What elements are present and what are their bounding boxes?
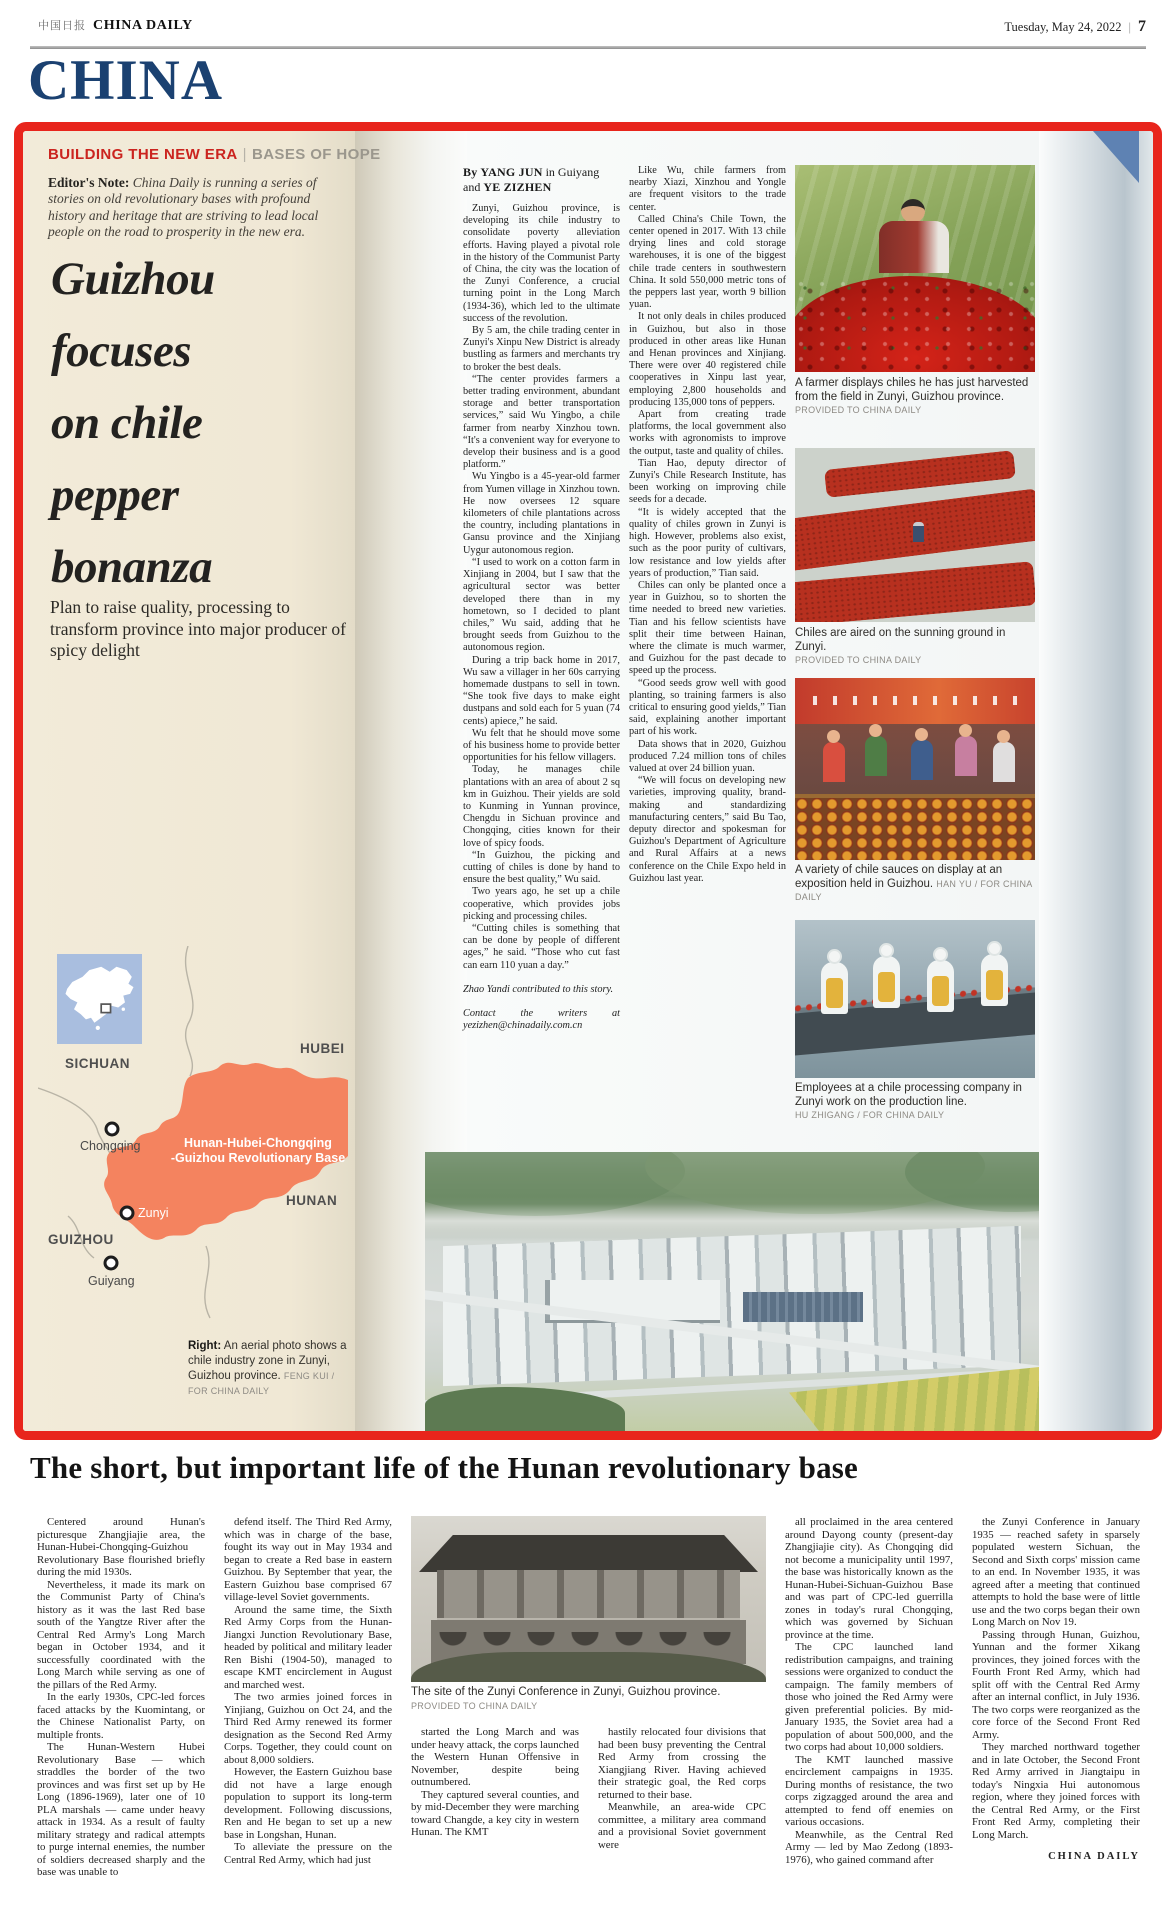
paragraph: “The center provides farmers a better trading environment, abundant storage and better transportation services,” said Wu Yingbo, a chile farmer from nearby Xinzhou town. “It's a convenient way for everyone to develop their business and is a good platform.” xyxy=(463,373,620,471)
paragraph: Data shows that in 2020, Guizhou produced 7.24 million tons of chiles valued at over 24 billion yuan. xyxy=(629,738,786,774)
paragraph: Two years ago, he set up a chile cooperative, which provides jobs picking and processing chiles. xyxy=(463,886,620,922)
column-6-paragraphs xyxy=(972,1516,1140,1841)
paragraph: Passing through Hunan, Guizhou, Yunnan and the former Xikang provinces, they joined forces with the Fourth Front Red Army, which had split off with the Central Red Army after an internal conflict, in July 1936. The two corps were reorganized as the core force of the Second Front Red Army. xyxy=(972,1628,1140,1741)
city-label-chongqing: Chongqing xyxy=(80,1139,141,1153)
byline-author2: YE ZIZHEN xyxy=(483,179,552,194)
paragraph: During a trip back home in 2017, Wu saw a villager in her 60s carrying homemade dustpans to sell in town. “She took five days to make eight dustpans and sold each for 5 yuan (74 cents) apiece,” he said. xyxy=(463,654,620,727)
article-column-2 xyxy=(629,165,786,885)
contrib-note: Zhao Yandi contributed to this story. xyxy=(463,983,614,995)
map-label-hunan: HUNAN xyxy=(286,1193,338,1208)
paragraph: defend itself. The Third Red Army, which was in charge of the base, fought its way out in May 1934 and began to create a Red base in eastern Guizhou. By September that year, the Eastern Guizhou base comprised 67 village-level Soviet governments. xyxy=(224,1516,392,1603)
kicker-topic: BASES OF HOPE xyxy=(251,146,381,163)
paragraph: Chiles can only be planted once a year in Guizhou, so to shorten the time needed to breed new varieties. Tian and his fellow scientists have split their time between Hainan, where the climate is much warmer, and Guizhou for the past decade to speed up the process. xyxy=(629,579,786,677)
logo-english: CHINA DAILY xyxy=(93,18,193,33)
art-shape xyxy=(823,742,845,782)
city-marker-zunyi xyxy=(121,1207,133,1219)
paragraph: Meanwhile, as the Central Red Army — led by Mao Zedong (1893-1976), who gained command after xyxy=(785,1828,953,1866)
paragraph: bonanza xyxy=(51,541,213,593)
art-shape xyxy=(865,736,887,776)
paragraph: Apart from creating trade platforms, the local government also works with agronomists to improve the output, taste and quality of chiles. xyxy=(629,409,786,457)
paragraph: Tian Hao, deputy director of Zunyi's Chile Research Institute, has been working on improving chile seeds for a decade. xyxy=(629,457,786,506)
editors-note-text: China Daily is running a series of stories on old revolutionary bases with profound history and heritage that are striving to lead local people on the road to prosperity in the new era. xyxy=(48,175,319,240)
byline-location: in Guiyang xyxy=(545,165,600,179)
paragraph: To alleviate the pressure on the Central Red Army, which had just xyxy=(224,1841,392,1866)
caption-text: A variety of chile sauces on display at an exposition held in Guizhou. xyxy=(795,864,1003,890)
second-column-4 xyxy=(598,1726,766,1908)
paragraph: on chile xyxy=(51,397,203,449)
editors-note xyxy=(48,175,342,241)
art-shape xyxy=(824,450,1016,498)
art-shape xyxy=(879,221,949,273)
issue-date: Tuesday, May 24, 2022 xyxy=(1004,20,1122,34)
paragraph: In the early 1930s, CPC-led forces faced attacks by the Kuomintang, or the Chinese Nationalist Party, on multiple fronts. xyxy=(37,1691,205,1741)
city-marker-guiyang xyxy=(105,1257,117,1269)
kicker-series: BUILDING THE NEW ERA xyxy=(48,146,238,163)
caption-text: A farmer displays chiles he has just harvested from the field in Zunyi, Guizhou province. xyxy=(795,377,1029,403)
section-title: CHINA xyxy=(28,49,224,112)
city-label-zunyi: Zunyi xyxy=(138,1206,169,1220)
china-daily-logo xyxy=(38,17,193,34)
kicker-separator: | xyxy=(242,146,247,163)
byline xyxy=(463,165,633,194)
paragraph: They marched northward together and in late October, the Second Front Red Army arrived in Jiangtaipu in today's Ningxia Hui autonomous region, where they joined forces with the Central Red Army, or the First Front Red Army, completing their Long March. xyxy=(972,1741,1140,1841)
paragraph: The Hunan-Western Hubei Revolutionary Base — which straddles the border of the two provinces and was first set up by He Long (1896-1969), later one of 10 PLA marshals — came under heavy attack in 1934. As a result of faulty military strategy and radical attempts to purge internal enemies, the number of soldiers decreased sharply and the base was unable to xyxy=(37,1741,205,1878)
second-column-3 xyxy=(411,1726,579,1908)
second-column-2 xyxy=(224,1516,392,1908)
taiwan-dot xyxy=(122,1008,125,1011)
second-column-6 xyxy=(972,1516,1140,1908)
feature-box xyxy=(14,122,1162,1440)
caption-credit: HAN YU / FOR CHINA DAILY xyxy=(795,878,1033,902)
conference-photo-caption xyxy=(411,1686,771,1713)
paragraph: all proclaimed in the area centered around Dayong county (present-day Zhangjiajie city). As Chongqing did not become a municipality until 1997, the base was historically known as the Hunan-Hubei-Sichuan-Guizhou Base and was part of CPC-led guerrilla zones in today's rural Chongqing, which was governed by Sichuan province at the time. xyxy=(785,1516,953,1641)
province-borders xyxy=(205,1246,210,1318)
art-shape xyxy=(437,1570,740,1622)
province-borders xyxy=(38,1088,115,1172)
paragraph: It not only deals in chiles produced in Guizhou, but also in those produced in other areas like Hunan and Henan provinces and Xinjiang. There were over 40 registered chile cooperatives in Xinpu last year, employing 2,800 households and producing 135,000 tons of peppers. xyxy=(629,311,786,408)
paragraph: However, the Eastern Guizhou base did not have a large enough population to support its long-term development. Following discussions, Ren and He began to set up a new base in Longshan, Hunan. xyxy=(224,1766,392,1841)
art-shape xyxy=(981,954,1008,1006)
paragraph: Wu felt that he should move some of his business home to provide better opportunities for his fellow villagers. xyxy=(463,727,620,764)
caption-credit: PROVIDED TO CHINA DAILY xyxy=(795,405,922,415)
art-shape xyxy=(873,956,900,1008)
page-curl xyxy=(1039,131,1153,1431)
byline-line1 xyxy=(463,165,633,180)
art-shape xyxy=(419,1530,758,1572)
art-shape xyxy=(795,794,1035,860)
second-article-headline: The short, but important life of the Hunan revolutionary base xyxy=(30,1450,858,1485)
paragraph: the Zunyi Conference in January 1935 — reached safety in sparsely populated western Sichuan, the Second and Sixth corps' mission came to an end. In November 1935, it was agreed after a meeting that continued attempts to hold the base were of little use and the two corps began their own Long March on Nov 19. xyxy=(972,1516,1140,1628)
art-shape xyxy=(795,280,1035,372)
corner-fold-icon xyxy=(1093,131,1139,183)
locator-map xyxy=(38,946,348,1331)
region-label-line1: Hunan-Hubei-Chongqing xyxy=(184,1136,332,1150)
paragraph: Nevertheless, it made its mark on the Communist Party of China's history as it was the last Red base south of the Yangtze River after the Central Red Army's Long March began in October 1934, and it successfully coordinated with the Long March while serving as one of the pillars of the Red Army. xyxy=(37,1578,205,1691)
map-label-hubei: HUBEI xyxy=(300,1041,345,1056)
kicker xyxy=(48,146,381,163)
paragraph: Guizhou xyxy=(51,253,215,305)
column-1-paragraphs xyxy=(463,203,620,972)
art-shape xyxy=(913,522,924,542)
photo-expo xyxy=(795,678,1035,860)
caption-text: The site of the Zunyi Conference in Zunyi, Guizhou province. xyxy=(411,1686,721,1698)
article-column-1 xyxy=(463,203,620,1032)
art-shape xyxy=(905,1152,1039,1212)
caption-text: Chiles are aired on the sunning ground in Zunyi. xyxy=(795,627,1006,653)
region-label xyxy=(158,1136,358,1166)
photo-sunning-ground xyxy=(795,448,1035,622)
province-borders xyxy=(186,946,193,1076)
paragraph: The KMT launched massive encirclement campaigns in 1935. During months of resistance, the two corps zigzagged around the area and attempted to fend off enemies on various occasions. xyxy=(785,1753,953,1828)
inset-region-marker xyxy=(101,1004,110,1013)
map-caption xyxy=(188,1339,351,1399)
map-caption-text: An aerial photo shows a chile industry zone in Zunyi, Guizhou province. xyxy=(188,1340,347,1382)
conference-photo xyxy=(411,1516,766,1682)
map-caption-label: Right: xyxy=(188,1340,222,1352)
paragraph: By 5 am, the chile trading center in Zunyi's Xinpu New District is already bustling as farmers and merchants try to broker the best deals. xyxy=(463,325,620,373)
feature-headline xyxy=(51,243,351,603)
byline-author1: YANG JUN xyxy=(480,165,543,179)
city-marker-chongqing xyxy=(106,1123,118,1135)
paragraph: Wu Yingbo is a 45-year-old farmer from Yumen village in Xinzhou town. He now oversees 12 square kilometers of chile plantations across the country, including plantations in Gansu province and the Xinjiang Uygur autonomous region. xyxy=(463,471,620,556)
paragraph: started the Long March and was under heavy attack, the corps launched the Western Hunan Offensive in November, despite being outnumbered. xyxy=(411,1726,579,1788)
paragraph: The two armies joined forces in Yinjiang, Guizhou on Oct 24, and the Third Red Army renewed its former designation as the Second Red Army Corps. Together, they could count on about 8,000 soldiers. xyxy=(224,1691,392,1766)
art-shape xyxy=(927,960,954,1012)
contact-note: Contact the writers at yezizhen@chinadaily.com.cn xyxy=(463,1008,620,1032)
map-inset xyxy=(57,954,142,1044)
photo-caption-sunning xyxy=(795,627,1035,668)
art-shape xyxy=(901,199,925,223)
byline-line2 xyxy=(463,180,633,195)
masthead xyxy=(30,14,1146,40)
page-number: 7 xyxy=(1138,18,1146,35)
art-shape xyxy=(795,561,1035,622)
map-label-sichuan: SICHUAN xyxy=(65,1056,131,1071)
photo-caption-farmer xyxy=(795,377,1035,418)
china-silhouette xyxy=(66,967,134,1023)
caption-credit: PROVIDED TO CHINA DAILY xyxy=(411,1700,538,1711)
art-shape xyxy=(911,740,933,780)
dateline-separator: | xyxy=(1128,20,1131,34)
paragraph: “We will focus on developing new varieties, improving quality, brand-making and standardizing manufacturing centers,” said Bu Tao, deputy director and spokesman for Guizhou's Department of Agriculture and Rural Affairs at a news conference on the Chile Expo held in Guizhou last year. xyxy=(629,775,786,884)
paragraph: They captured several counties, and by mid-December they were marching toward Changde, a key city in western Hunan. The KMT xyxy=(411,1788,579,1838)
caption-credit: HU ZHIGANG / FOR CHINA DAILY xyxy=(795,1110,945,1120)
paragraph: “I used to work on a cotton farm in Xinjiang in 2004, but I saw that the agricultural sector was better developed there than in my hometown, so I decided to plant chiles,” Wu said, adding that he brought seeds from Guizhou to the autonomous region. xyxy=(463,556,620,654)
paragraph: Zunyi, Guizhou province, is developing its chile industry to consolidate poverty alleviation efforts. Having played a pivotal role in the history of the Communist Party of China, the city was the location of the Zunyi Conference, a crucial turning point in the Long March (1934-36), which led to the ultimate success of the revolution. xyxy=(463,203,620,324)
paragraph: The CPC launched land redistribution campaigns, and training sessions were organized to conduct the campaign. The family members of those who joined the Red Army were given preferential policies. By mid-January 1935, the Soviet area had a population of about 500,000, and the two corps had about 10,000 soldiers. xyxy=(785,1641,953,1753)
paragraph: Meanwhile, an area-wide CPC committee, a military area command and a provisional Soviet government were xyxy=(598,1801,766,1851)
caption-text: Employees at a chile processing company in Zunyi work on the production line. xyxy=(795,1082,1022,1108)
paragraph: “In Guizhou, the picking and cutting of chiles is done by hand to ensure the best quality,” Wu said. xyxy=(463,849,620,886)
paragraph: Like Wu, chile farmers from nearby Xiazi, Xinzhou and Yongle are frequent visitors to the trade center. xyxy=(629,165,786,213)
map-label-guizhou: GUIZHOU xyxy=(48,1232,114,1247)
paragraph: hastily relocated four divisions that had been busy preventing the Central Red Army from crossing the Xiangjiang River. Having achieved their strategic goal, the Red corps returned to their base. xyxy=(598,1726,766,1801)
paragraph: focuses xyxy=(51,325,192,377)
china-inset-map xyxy=(57,954,142,1044)
city-label-guiyang: Guiyang xyxy=(88,1274,135,1288)
photo-caption-expo xyxy=(795,864,1035,905)
paragraph: Called China's Chile Town, the center opened in 2017. With 13 chile drying lines and cold storage warehouses, it is one of the biggest chile trade centers in southwestern China. It sold 550,000 metric tons of the peppers last year, worth 9 billion yuan. xyxy=(629,213,786,311)
byline-and: and xyxy=(463,179,481,194)
paragraph: “Cutting chiles is something that can be done by people of different ages,” he said. “Those who cut fast can earn 110 yuan a day.” xyxy=(463,922,620,971)
paragraph: Around the same time, the Sixth Red Army Corps from the Hunan-Jiangxi Junction Revolutionary Base, headed by political and military leader Ren Bishi (1904-50), managed to escape KMT encirclement in August and marched west. xyxy=(224,1603,392,1691)
paragraph: Today, he manages chile plantations with an area of about 2 sq km in Guizhou. Their yields are sold to Kunming in Yunnan province, Chengdu in Sichuan province and Chongqing, cities known for their love of spicy foods. xyxy=(463,764,620,849)
photo-farmer xyxy=(795,165,1035,372)
photo-factory xyxy=(795,920,1035,1078)
art-shape xyxy=(743,1292,863,1322)
hainan-dot xyxy=(96,1026,100,1030)
art-shape xyxy=(955,736,977,776)
feature-subhead: Plan to raise quality, processing to transform province into major producer of spicy delight xyxy=(50,597,346,661)
paragraph: “It is widely accepted that the quality of chiles grown in Zunyi is high. However, problems also exist, such as the poor purity of cultivars, low resistance and low yields after years of production,” Tian said. xyxy=(629,506,786,579)
feature-spread xyxy=(23,131,1153,1431)
article-tagline: CHINA DAILY xyxy=(1048,1851,1140,1862)
art-shape xyxy=(993,742,1015,782)
map-caption-credit: FENG KUI / FOR CHINA DAILY xyxy=(188,1370,335,1396)
byline-by: By xyxy=(463,165,478,179)
second-column-1 xyxy=(37,1516,205,1908)
art-shape xyxy=(813,696,1017,705)
paragraph: Centered around Hunan's picturesque Zhangjiajie area, the Hunan-Hubei-Chongqing-Guizhou Revolutionary Base flourished briefly during the mid 1930s. xyxy=(37,1516,205,1578)
photo-caption-factory xyxy=(795,1082,1035,1123)
art-shape xyxy=(821,962,848,1014)
aerial-photo xyxy=(425,1152,1039,1431)
caption-credit: PROVIDED TO CHINA DAILY xyxy=(795,655,922,665)
paragraph: pepper xyxy=(51,469,179,521)
paragraph: “Good seeds grow well with good planting, so training farmers is also critical to ensuring good yields,” Tian said, explaining another important part of his work. xyxy=(629,677,786,738)
second-column-5 xyxy=(785,1516,953,1908)
region-label-line2: -Guizhou Revolutionary Base xyxy=(170,1151,346,1165)
dateline xyxy=(1004,18,1146,36)
editors-note-label: Editor's Note: xyxy=(48,175,130,190)
logo-chinese-icon: 中国日报 xyxy=(38,19,86,32)
